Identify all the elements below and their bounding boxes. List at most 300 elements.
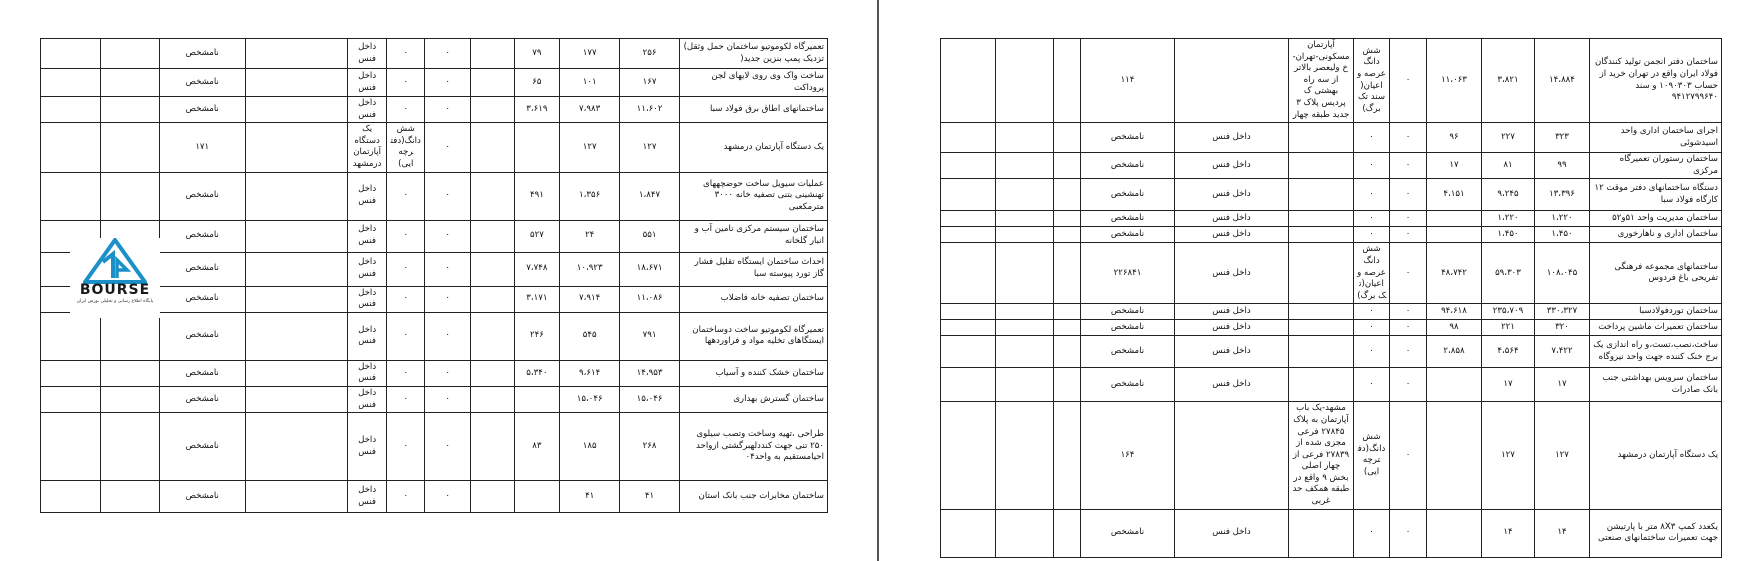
table-cell-x3 — [941, 402, 996, 509]
table-cell-desc: ساخت،نصب،تست،و راه اندازی یک برج خنک کننده جهت واحد نیروگاه — [1590, 336, 1722, 368]
table-cell-x2 — [41, 312, 101, 360]
table-cell-x2 — [41, 123, 101, 172]
table-cell-c5: ۰ — [425, 413, 471, 481]
table-cell-loc: داخل فنس — [1175, 227, 1289, 243]
table-cell-x2 — [41, 69, 101, 97]
table-cell-doc — [245, 386, 347, 412]
table-cell-doc — [245, 286, 347, 312]
table-cell-c3: ۴۸،۷۴۲ — [1427, 243, 1482, 304]
table-cell-c6: ۰ — [387, 413, 425, 481]
table-cell-status: نامشخص — [159, 39, 245, 69]
table-cell-x2 — [996, 243, 1054, 304]
table-cell-x1 — [1054, 211, 1081, 227]
table-cell-loc: داخل فنس — [348, 220, 387, 252]
table-cell-loc: داخل فنس — [1175, 336, 1289, 368]
table-cell-x2 — [41, 172, 101, 220]
table-cell-status: نامشخص — [159, 69, 245, 97]
table-cell-status: نامشخص — [1081, 336, 1175, 368]
table-cell-c2: ۹،۶۱۴ — [560, 360, 620, 386]
table-cell-c5: ۰ — [1354, 336, 1390, 368]
table-row — [941, 227, 1722, 243]
table-cell-x1 — [1054, 336, 1081, 368]
table-cell-loc: داخل فنس — [348, 69, 387, 97]
table-cell-c2: ۵۴۵ — [560, 312, 620, 360]
logo-wordmark: BOURSE — [79, 282, 151, 298]
table-cell-x3 — [941, 153, 996, 179]
table-cell-x3 — [941, 336, 996, 368]
table-cell-x1 — [1054, 320, 1081, 336]
table-cell-c2: ۱۸۵ — [560, 413, 620, 481]
table-cell-c1: ۱،۲۲۰ — [1535, 211, 1590, 227]
table-cell-c4 — [471, 386, 515, 412]
table-cell-c4: ۰ — [1390, 320, 1427, 336]
table-cell-c2: ۷،۹۸۳ — [560, 97, 620, 123]
table-cell-c3: ۹۸ — [1427, 320, 1482, 336]
table-row — [41, 360, 828, 386]
table-cell-x3 — [941, 304, 996, 320]
bourse-logo-icon — [83, 238, 147, 284]
table-cell-c3: ۳،۱۷۱ — [514, 286, 560, 312]
table-cell-loc: داخل فنس — [348, 252, 387, 286]
table-cell-status: نامشخص — [159, 97, 245, 123]
table-cell-x1 — [100, 481, 159, 513]
table-cell-c3: ۷،۷۴۸ — [514, 252, 560, 286]
table-cell-c1: ۲۶۸ — [620, 413, 680, 481]
table-cell-x2 — [996, 509, 1054, 557]
table-cell-loc: داخل فنس — [348, 39, 387, 69]
table-cell-doc — [245, 360, 347, 386]
table-cell-loc: داخل فنس — [348, 286, 387, 312]
table-cell-c4: ۰ — [1390, 304, 1427, 320]
table-cell-c3: ۳،۶۱۹ — [514, 97, 560, 123]
table-cell-loc: داخل فنس — [348, 172, 387, 220]
table-cell-status: نامشخص — [159, 481, 245, 513]
table-cell-status: نامشخص — [1081, 153, 1175, 179]
table-cell-doc — [245, 172, 347, 220]
table-cell-x1 — [100, 360, 159, 386]
table-cell-loc: یک دستگاه آپارتمان درمشهد — [348, 123, 387, 172]
table-cell-x2 — [41, 413, 101, 481]
table-cell-x3 — [941, 123, 996, 153]
table-cell-c1: ۱۴ — [1535, 509, 1590, 557]
table-cell-c6: شش دانگ(دفترچه ایی) — [387, 123, 425, 172]
table-cell-c3: ۱۷ — [1427, 153, 1482, 179]
table-cell-desc: ساختمان خشک کننده و آسیاب — [679, 360, 827, 386]
table-cell-c6: ۰ — [387, 386, 425, 412]
table-cell-c2: ۱۲۷ — [1482, 402, 1535, 509]
table-cell-c4 — [471, 312, 515, 360]
table-cell-doc — [245, 123, 347, 172]
table-cell-c5: ۰ — [1354, 153, 1390, 179]
table-cell-status: ۱۷۱ — [159, 123, 245, 172]
table-cell-c4: ۰ — [1390, 402, 1427, 509]
table-row — [941, 39, 1722, 123]
table-cell-c3 — [514, 386, 560, 412]
table-cell-c1: ۹۹ — [1535, 153, 1590, 179]
table-cell-c3 — [1427, 402, 1482, 509]
table-cell-c5: ۰ — [425, 386, 471, 412]
table-cell-desc: ساختمانهای مجموعه فرهنگی تفریحی باغ فردوس — [1590, 243, 1722, 304]
table-cell-doc — [245, 252, 347, 286]
table-cell-x1 — [1054, 153, 1081, 179]
table-row — [941, 509, 1722, 557]
table-cell-status: نامشخص — [1081, 179, 1175, 211]
table-cell-c5: ۰ — [1354, 509, 1390, 557]
table-cell-c3: ۹۴،۶۱۸ — [1427, 304, 1482, 320]
table-cell-c5: ۰ — [425, 286, 471, 312]
table-cell-desc: ساختمانهای اطاق برق فولاد سبا — [679, 97, 827, 123]
table-cell-c5: ۰ — [425, 97, 471, 123]
table-cell-x3 — [941, 320, 996, 336]
table-cell-x1 — [1054, 39, 1081, 123]
table-cell-x1 — [100, 413, 159, 481]
table-cell-desc: ساختمان تصفیه خانه فاضلاب — [679, 286, 827, 312]
table-cell-doc — [245, 39, 347, 69]
table-cell-desc: ساختمان گسترش بهداری — [679, 386, 827, 412]
table-cell-c3: ۲،۸۵۸ — [1427, 336, 1482, 368]
table-cell-c1: ۱۴،۹۵۳ — [620, 360, 680, 386]
table-cell-c3: ۶۵ — [514, 69, 560, 97]
table-cell-c2: ۴،۵۶۴ — [1482, 336, 1535, 368]
table-cell-c4: ۰ — [1390, 153, 1427, 179]
table-cell-desc: ساختمان سرویس بهداشتی جنب بانک صادرات — [1590, 368, 1722, 402]
table-cell-c1: ۳۲۰ — [1535, 320, 1590, 336]
table-row — [941, 211, 1722, 227]
table-cell-status: ۱۱۴ — [1081, 39, 1175, 123]
table-cell-c6 — [1289, 509, 1354, 557]
table-cell-c6 — [1289, 243, 1354, 304]
table-cell-status: نامشخص — [159, 386, 245, 412]
table-cell-loc: داخل فنس — [348, 97, 387, 123]
table-cell-c2: ۱،۲۲۰ — [1482, 211, 1535, 227]
table-cell-c6 — [1289, 153, 1354, 179]
table-cell-c4 — [471, 39, 515, 69]
table-cell-doc — [245, 481, 347, 513]
table-cell-desc: تعمیرگاه لکوموتیو ساخت دوساختمان ایستگاهای تخلیه مواد و فراوردهها — [679, 312, 827, 360]
table-cell-c2: ۲۴ — [560, 220, 620, 252]
table-cell-x2 — [996, 227, 1054, 243]
table-cell-c4 — [471, 69, 515, 97]
table-cell-status: نامشخص — [159, 413, 245, 481]
table-cell-x3 — [941, 211, 996, 227]
table-cell-c4 — [471, 286, 515, 312]
table-cell-c1: ۱۴،۸۸۴ — [1535, 39, 1590, 123]
table-cell-c1: ۵۵۱ — [620, 220, 680, 252]
table-cell-c4 — [471, 123, 515, 172]
table-cell-x1 — [1054, 304, 1081, 320]
table-cell-status: نامشخص — [159, 312, 245, 360]
table-cell-c6: ۰ — [387, 220, 425, 252]
table-cell-c4: ۰ — [1390, 39, 1427, 123]
table-cell-c6: ۰ — [387, 252, 425, 286]
table-cell-desc: یک دستگاه آپارتمان درمشهد — [679, 123, 827, 172]
table-cell-c1: ۲۵۶ — [620, 39, 680, 69]
table-cell-c4: ۰ — [1390, 509, 1427, 557]
table-cell-x1 — [100, 39, 159, 69]
table-cell-x1 — [1054, 123, 1081, 153]
table-cell-c1: ۷۹۱ — [620, 312, 680, 360]
table-row — [41, 123, 828, 172]
table-cell-c5: شش دانگ عرصه و اعیان( سند تک برگ) — [1354, 39, 1390, 123]
table-cell-status: نامشخص — [159, 172, 245, 220]
table-cell-c2: ۱۰،۹۲۳ — [560, 252, 620, 286]
table-cell-c3 — [1427, 211, 1482, 227]
table-cell-desc: ساخت واک وی روی لایهای لجن پروداکت — [679, 69, 827, 97]
table-cell-c1: ۱۷ — [1535, 368, 1590, 402]
table-cell-doc — [245, 220, 347, 252]
table-cell-x1 — [1054, 243, 1081, 304]
table-cell-x1 — [1054, 368, 1081, 402]
table-cell-x1 — [1054, 402, 1081, 509]
table-cell-x3 — [941, 39, 996, 123]
table-cell-x2 — [41, 97, 101, 123]
table-cell-c4: ۰ — [1390, 179, 1427, 211]
table-cell-x1 — [100, 123, 159, 172]
table-cell-doc — [245, 97, 347, 123]
table-cell-desc: ساختمان اداری و ناهارخوری — [1590, 227, 1722, 243]
table-cell-c3: ۴۹۱ — [514, 172, 560, 220]
table-cell-c3 — [514, 481, 560, 513]
table-cell-c5: ۰ — [425, 312, 471, 360]
table-row — [41, 481, 828, 513]
table-cell-loc: داخل فنس — [1175, 153, 1289, 179]
table-cell-loc: داخل فنس — [348, 360, 387, 386]
table-cell-x1 — [100, 172, 159, 220]
table-cell-status: نامشخص — [1081, 211, 1175, 227]
right-page-table — [940, 38, 1722, 558]
bourse-logo — [70, 238, 160, 318]
table-cell-c1: ۱۱،۶۰۲ — [620, 97, 680, 123]
table-cell-c1: ۳۳۰،۳۲۷ — [1535, 304, 1590, 320]
table-row — [41, 413, 828, 481]
table-cell-x2 — [996, 368, 1054, 402]
table-row — [41, 97, 828, 123]
table-cell-loc — [1175, 402, 1289, 509]
table-cell-status: نامشخص — [159, 286, 245, 312]
table-cell-x1 — [1054, 179, 1081, 211]
table-cell-c5: ۰ — [425, 252, 471, 286]
table-cell-c4 — [471, 481, 515, 513]
table-cell-c3: ۵۲۷ — [514, 220, 560, 252]
table-cell-c3 — [1427, 227, 1482, 243]
table-cell-c3 — [1427, 368, 1482, 402]
table-row — [41, 312, 828, 360]
table-cell-status: نامشخص — [1081, 509, 1175, 557]
table-cell-status: نامشخص — [1081, 320, 1175, 336]
table-cell-doc — [245, 69, 347, 97]
table-cell-c4: ۰ — [1390, 123, 1427, 153]
table-cell-x2 — [996, 179, 1054, 211]
page-divider — [877, 0, 879, 561]
table-cell-desc: ساختمان رستوران تعمیرگاه مرکزی — [1590, 153, 1722, 179]
table-cell-c3: ۹۶ — [1427, 123, 1482, 153]
table-cell-c1: ۱۶۷ — [620, 69, 680, 97]
table-cell-loc: داخل فنس — [1175, 320, 1289, 336]
table-cell-c1: ۱۵،۰۴۶ — [620, 386, 680, 412]
table-cell-c5: ۰ — [425, 39, 471, 69]
table-cell-c1: ۴۱ — [620, 481, 680, 513]
table-cell-c2: ۱۴ — [1482, 509, 1535, 557]
table-cell-status: نامشخص — [159, 220, 245, 252]
table-row — [41, 39, 828, 69]
table-cell-c4 — [471, 172, 515, 220]
table-cell-c1: ۱،۴۵۰ — [1535, 227, 1590, 243]
table-row — [941, 402, 1722, 509]
table-cell-status: نامشخص — [1081, 368, 1175, 402]
table-cell-c4 — [471, 252, 515, 286]
table-cell-c4: ۰ — [1390, 368, 1427, 402]
table-cell-c3 — [1427, 509, 1482, 557]
table-cell-c4 — [471, 97, 515, 123]
table-cell-c6 — [1289, 123, 1354, 153]
table-cell-c6 — [1289, 304, 1354, 320]
table-cell-c2: ۱۵،۰۴۶ — [560, 386, 620, 412]
table-cell-loc: داخل فنس — [1175, 123, 1289, 153]
table-cell-x3 — [941, 179, 996, 211]
table-row — [941, 336, 1722, 368]
table-cell-desc: احداث ساختمان ایستگاه تقلیل فشار گاز تورد پیوسته سبا — [679, 252, 827, 286]
table-cell-loc: داخل فنس — [1175, 243, 1289, 304]
table-cell-loc: داخل فنس — [1175, 368, 1289, 402]
table-cell-c5: ۰ — [425, 69, 471, 97]
table-cell-c6 — [1289, 368, 1354, 402]
table-cell-c5: شش دانگ عرصه و اعیان(تک برگ) — [1354, 243, 1390, 304]
table-cell-c5: ۰ — [1354, 227, 1390, 243]
table-cell-c2: ۳،۸۲۱ — [1482, 39, 1535, 123]
table-row — [941, 368, 1722, 402]
table-cell-c1: ۱۳،۳۹۶ — [1535, 179, 1590, 211]
table-row — [941, 320, 1722, 336]
table-cell-c4: ۰ — [1390, 211, 1427, 227]
table-cell-status: ۱۶۴ — [1081, 402, 1175, 509]
table-row — [941, 153, 1722, 179]
table-cell-status: ۲۲۶۸۴۱ — [1081, 243, 1175, 304]
table-cell-c4 — [471, 360, 515, 386]
table-cell-loc: داخل فنس — [1175, 179, 1289, 211]
table-cell-status: نامشخص — [1081, 227, 1175, 243]
table-cell-c6: آپارتمان مسکونی-تهران-خ ولیعصر بالاتر از سه راه بهشتی ک پردیس پلاک ۳ جدید طبقه چهار — [1289, 39, 1354, 123]
table-cell-status: نامشخص — [159, 252, 245, 286]
table-cell-c6: مشهد-یک باب آپارتمان به پلاک ۲۷۸۴۵ فرعی مجزی شده از ۲۷۸۳۹ فرعی از چهار اصلی بخش ۹ واقع در طبقه همکف حد غربی — [1289, 402, 1354, 509]
table-cell-x2 — [996, 336, 1054, 368]
table-cell-x2 — [41, 386, 101, 412]
table-cell-c1: ۱۰۸،۰۴۵ — [1535, 243, 1590, 304]
table-cell-c4 — [471, 413, 515, 481]
table-cell-c5: ۰ — [425, 123, 471, 172]
table-cell-c6: ۰ — [387, 69, 425, 97]
table-cell-desc: ساختمان سیستم مرکزی تامین آب و انبار گلخانه — [679, 220, 827, 252]
table-cell-status: نامشخص — [1081, 304, 1175, 320]
table-cell-c2: ۱۷ — [1482, 368, 1535, 402]
table-cell-c2: ۷،۹۱۴ — [560, 286, 620, 312]
table-cell-x2 — [996, 402, 1054, 509]
table-cell-desc: یکعدد کمپ ۸X۳ متر با پارتیشن جهت تعمیرات ساختمانهای صنعتی — [1590, 509, 1722, 557]
table-cell-c1: ۱۱،۰۸۶ — [620, 286, 680, 312]
table-cell-c1: ۱۲۷ — [620, 123, 680, 172]
table-cell-c6: ۰ — [387, 481, 425, 513]
table-cell-c6 — [1289, 179, 1354, 211]
table-cell-c6: ۰ — [387, 312, 425, 360]
table-cell-desc: ساختمان تعمیرات ماشین پرداخت — [1590, 320, 1722, 336]
table-cell-x3 — [941, 368, 996, 402]
table-cell-c4: ۰ — [1390, 227, 1427, 243]
table-cell-c5: ۰ — [425, 172, 471, 220]
table-row — [41, 172, 828, 220]
table-cell-loc: داخل فنس — [348, 413, 387, 481]
table-cell-c5: ۰ — [425, 481, 471, 513]
table-cell-c3: ۱۱،۰۶۳ — [1427, 39, 1482, 123]
table-cell-x1 — [100, 312, 159, 360]
table-row — [41, 386, 828, 412]
table-cell-loc: داخل فنس — [348, 481, 387, 513]
table-cell-desc: تعمیرگاه لکوموتیو ساختمان حمل وثقل) تزدیک پمپ بنزین جدید( — [679, 39, 827, 69]
table-cell-doc — [245, 413, 347, 481]
table-cell-c1: ۳۲۳ — [1535, 123, 1590, 153]
table-cell-x2 — [996, 153, 1054, 179]
table-cell-x2 — [996, 304, 1054, 320]
table-cell-c1: ۱،۸۴۷ — [620, 172, 680, 220]
table-cell-status: نامشخص — [159, 360, 245, 386]
table-cell-c3: ۵،۳۴۰ — [514, 360, 560, 386]
table-cell-c6 — [1289, 320, 1354, 336]
table-cell-x1 — [1054, 227, 1081, 243]
table-cell-x3 — [941, 227, 996, 243]
table-cell-c3: ۷۹ — [514, 39, 560, 69]
table-cell-desc: یک دستگاه آپارتمان درمشهد — [1590, 402, 1722, 509]
table-cell-c2: ۱۷۷ — [560, 39, 620, 69]
table-cell-c1: ۱۲۷ — [1535, 402, 1590, 509]
table-cell-c2: ۹،۲۴۵ — [1482, 179, 1535, 211]
table-cell-c6: ۰ — [387, 360, 425, 386]
table-cell-c2: ۴۱ — [560, 481, 620, 513]
table-cell-doc — [245, 312, 347, 360]
table-cell-loc: داخل فنس — [348, 386, 387, 412]
table-cell-c4: ۰ — [1390, 243, 1427, 304]
table-cell-c3 — [514, 123, 560, 172]
table-row — [41, 69, 828, 97]
table-cell-x1 — [100, 97, 159, 123]
table-cell-desc: عملیات سیویل ساخت حوضچههای تهنشینی بتنی تصفیه خانه ۳۰۰۰ مترمکعبی — [679, 172, 827, 220]
table-cell-c6 — [1289, 227, 1354, 243]
table-cell-x2 — [41, 39, 101, 69]
table-cell-loc: داخل فنس — [1175, 211, 1289, 227]
table-cell-desc: دستگاه ساختمانهای دفتر موقت ۱۲ کارگاه فولاد سبا — [1590, 179, 1722, 211]
table-row — [941, 243, 1722, 304]
table-cell-c6 — [1289, 211, 1354, 227]
table-cell-c2: ۱۲۷ — [560, 123, 620, 172]
table-cell-c5: ۰ — [425, 220, 471, 252]
table-cell-c1: ۱۸،۶۷۱ — [620, 252, 680, 286]
table-cell-c5: ۰ — [1354, 304, 1390, 320]
table-cell-c1: ۷،۴۲۲ — [1535, 336, 1590, 368]
table-cell-c4: ۰ — [1390, 336, 1427, 368]
table-cell-desc: طراحی ،تهیه وساخت وتصب سیلوی ۲۵۰ تنی جهت کنددلهبرگشتی ازواحد احیامستقیم به واحد۰۴ — [679, 413, 827, 481]
table-cell-desc: ساختمان مخابرات جنب بانک استان — [679, 481, 827, 513]
table-cell-c5: ۰ — [1354, 368, 1390, 402]
table-cell-c2: ۲۲۷ — [1482, 123, 1535, 153]
table-cell-c3: ۴،۱۵۱ — [1427, 179, 1482, 211]
table-cell-x3 — [941, 243, 996, 304]
table-cell-x2 — [996, 123, 1054, 153]
table-cell-c2: ۵۹،۳۰۳ — [1482, 243, 1535, 304]
table-cell-c4 — [471, 220, 515, 252]
table-cell-status: نامشخص — [1081, 123, 1175, 153]
table-cell-c6: ۰ — [387, 286, 425, 312]
table-cell-x2 — [41, 360, 101, 386]
table-cell-x2 — [41, 481, 101, 513]
table-cell-x1 — [1054, 509, 1081, 557]
table-row — [941, 304, 1722, 320]
